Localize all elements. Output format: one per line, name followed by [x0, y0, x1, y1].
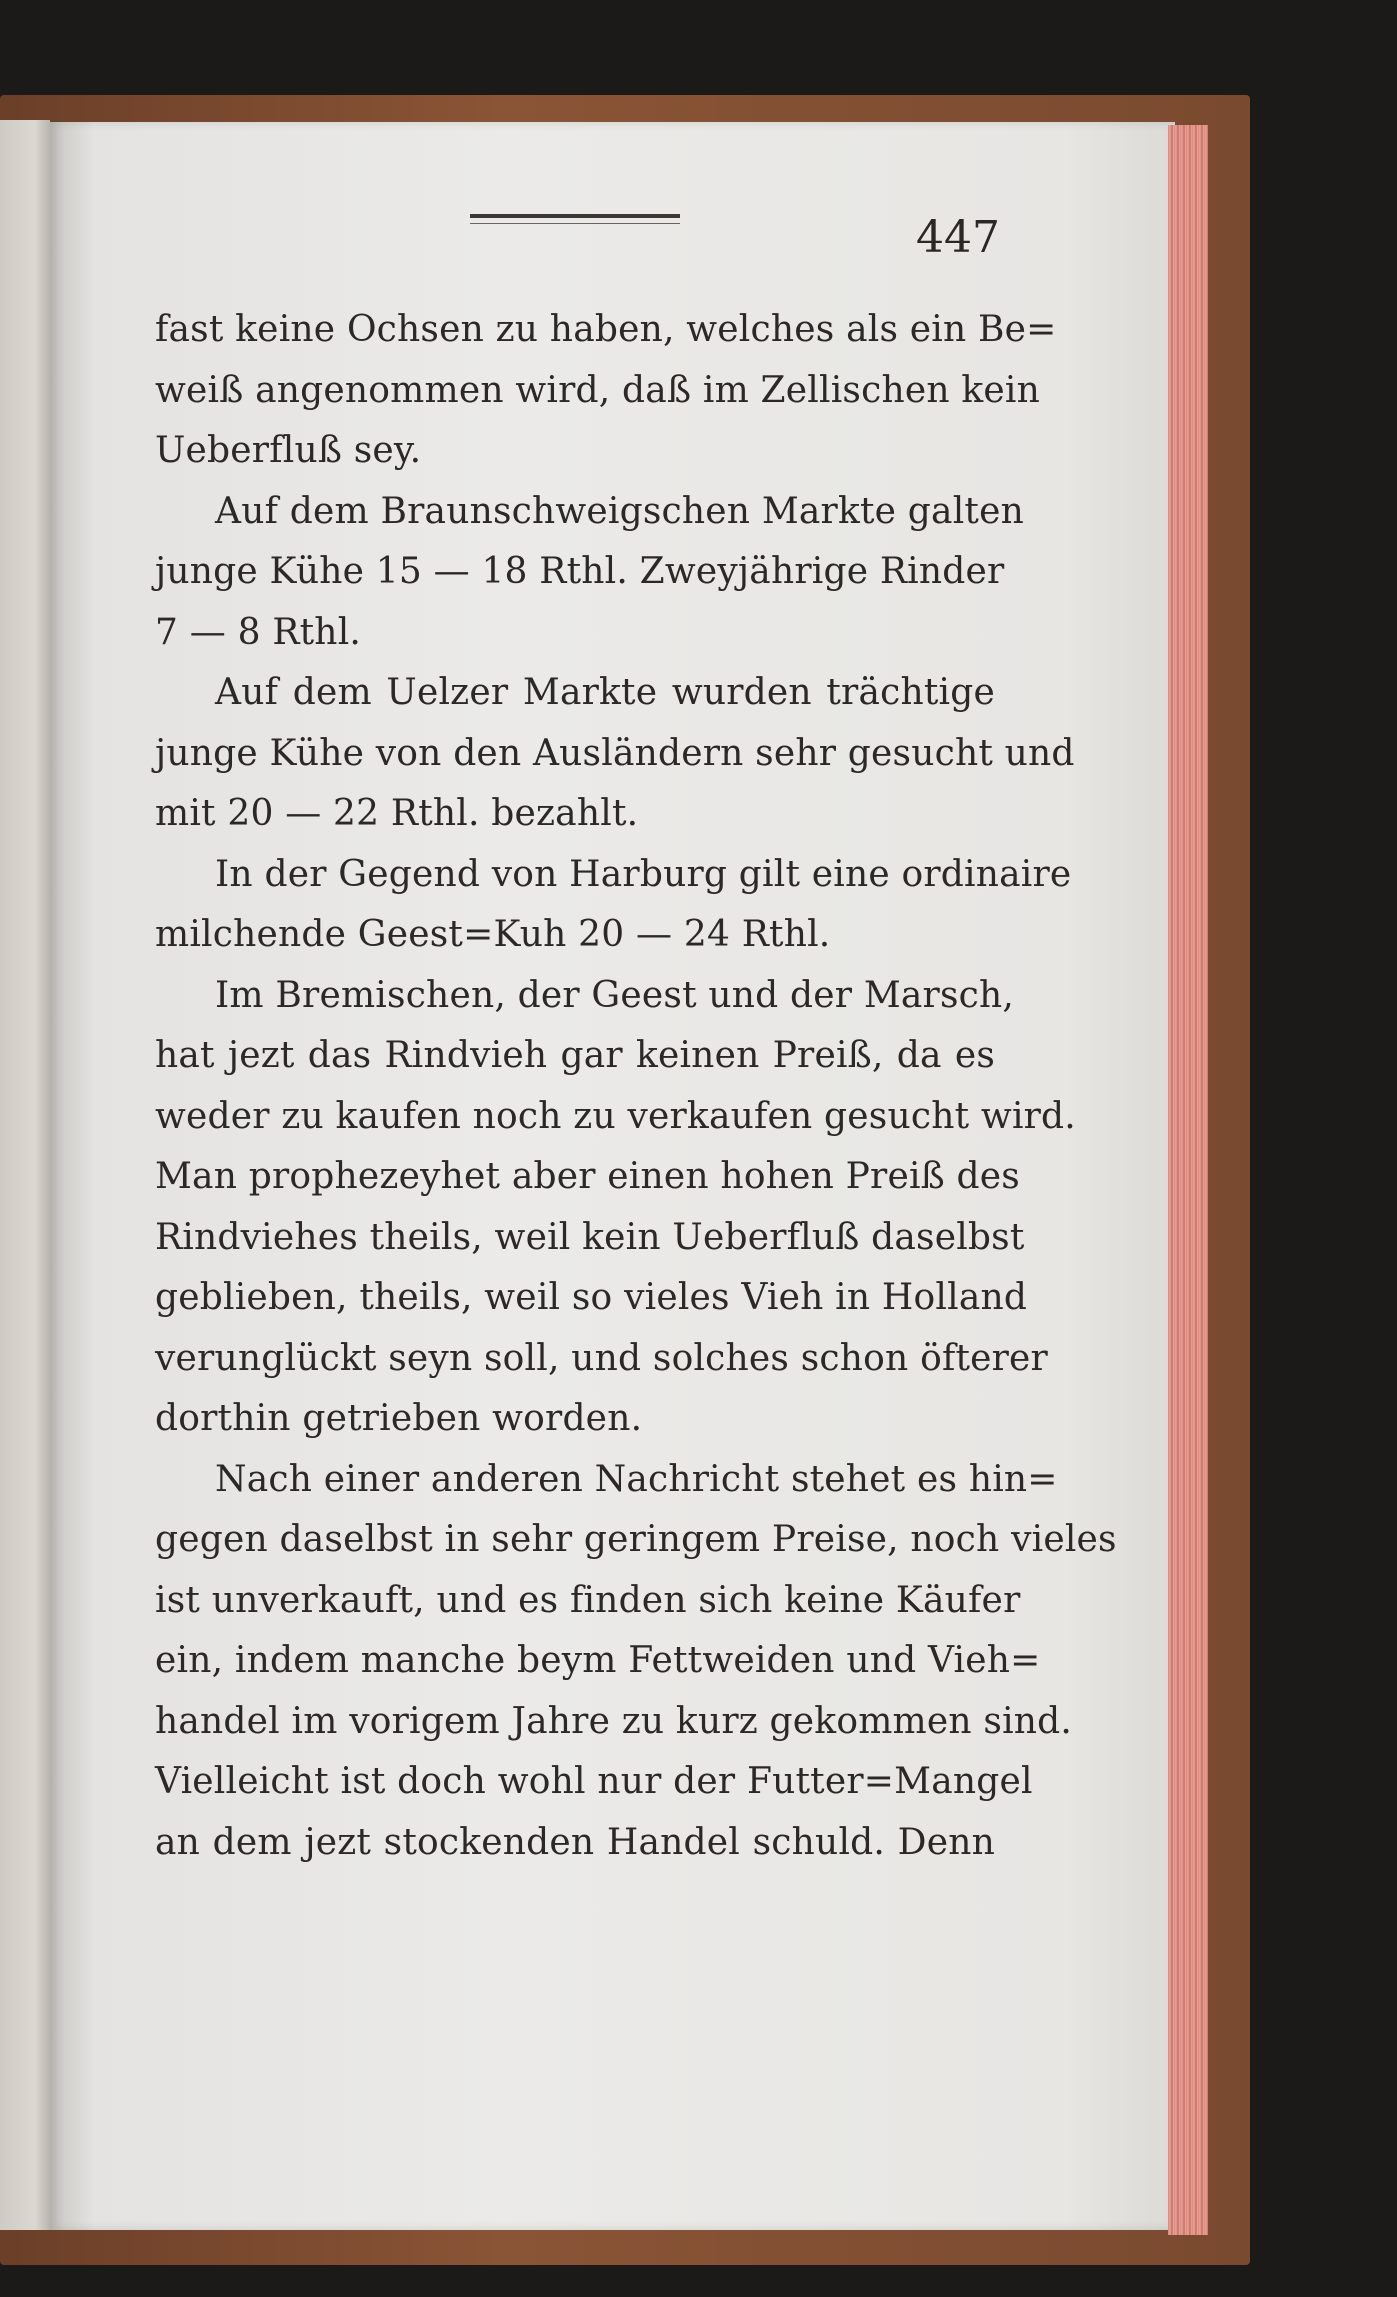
text-line: 7 — 8 Rthl. [155, 611, 362, 653]
text-line: weder zu kaufen noch zu verkaufen gesucht wird. [155, 1095, 1076, 1137]
text-line: Man prophezeyhet aber einen hohen Preiß des [155, 1156, 1020, 1197]
text-line: ein, indem manche beym Fettweiden und Vieh= [155, 1640, 1041, 1681]
text-line: handel im vorigem Jahre zu kurz gekommen sind. [155, 1700, 1073, 1742]
text-line: weiß angenommen wird, daß im Zellischen kein [155, 369, 1040, 411]
page-number: 447 [916, 212, 1000, 263]
text-line: Auf dem Uelzer Markte wurden trächtige [215, 672, 995, 713]
previous-page-edge [0, 120, 50, 2230]
text-line: Ueberfluß sey. [155, 430, 422, 471]
text-line: junge Kühe 15 — 18 Rthl. Zweyjährige Rinder [155, 551, 1005, 592]
header-rule-thin [470, 223, 680, 224]
text-line: junge Kühe von den Ausländern sehr gesucht und [155, 732, 1075, 774]
text-line: gegen daselbst in sehr geringem Preise, noch vieles [155, 1519, 1117, 1560]
text-line: Auf dem Braunschweigschen Markte galten [215, 490, 1024, 532]
text-line: dorthin getrieben worden. [155, 1398, 643, 1439]
text-line: Nach einer anderen Nachricht stehet es hin= [215, 1458, 1058, 1500]
text-line: geblieben, theils, weil so vieles Vieh in Holland [155, 1277, 1028, 1318]
text-line: hat jezt das Rindvieh gar keinen Preiß, da es [155, 1035, 995, 1076]
text-line: In der Gegend von Harburg gilt eine ordinaire [215, 853, 1072, 895]
text-line: ist unverkauft, und es finden sich keine Käufer [155, 1579, 1021, 1621]
text-line: mit 20 — 22 Rthl. bezahlt. [155, 793, 639, 834]
header-rule [470, 214, 680, 218]
body-text [155, 300, 1117, 1873]
text-line: an dem jezt stockenden Handel schuld. Denn [155, 1821, 995, 1863]
text-line: Vielleicht ist doch wohl nur der Futter=Mangel [155, 1761, 1033, 1802]
text-line: Im Bremischen, der Geest und der Marsch, [215, 974, 1015, 1016]
text-line: verunglückt seyn soll, und solches schon öfterer [155, 1337, 1048, 1379]
page-edges-red [1168, 125, 1208, 2235]
text-line: milchende Geest=Kuh 20 — 24 Rthl. [155, 914, 831, 955]
text-line: fast keine Ochsen zu haben, welches als ein Be= [155, 309, 1057, 350]
text-line: Rindviehes theils, weil kein Ueberfluß daselbst [155, 1216, 1025, 1258]
